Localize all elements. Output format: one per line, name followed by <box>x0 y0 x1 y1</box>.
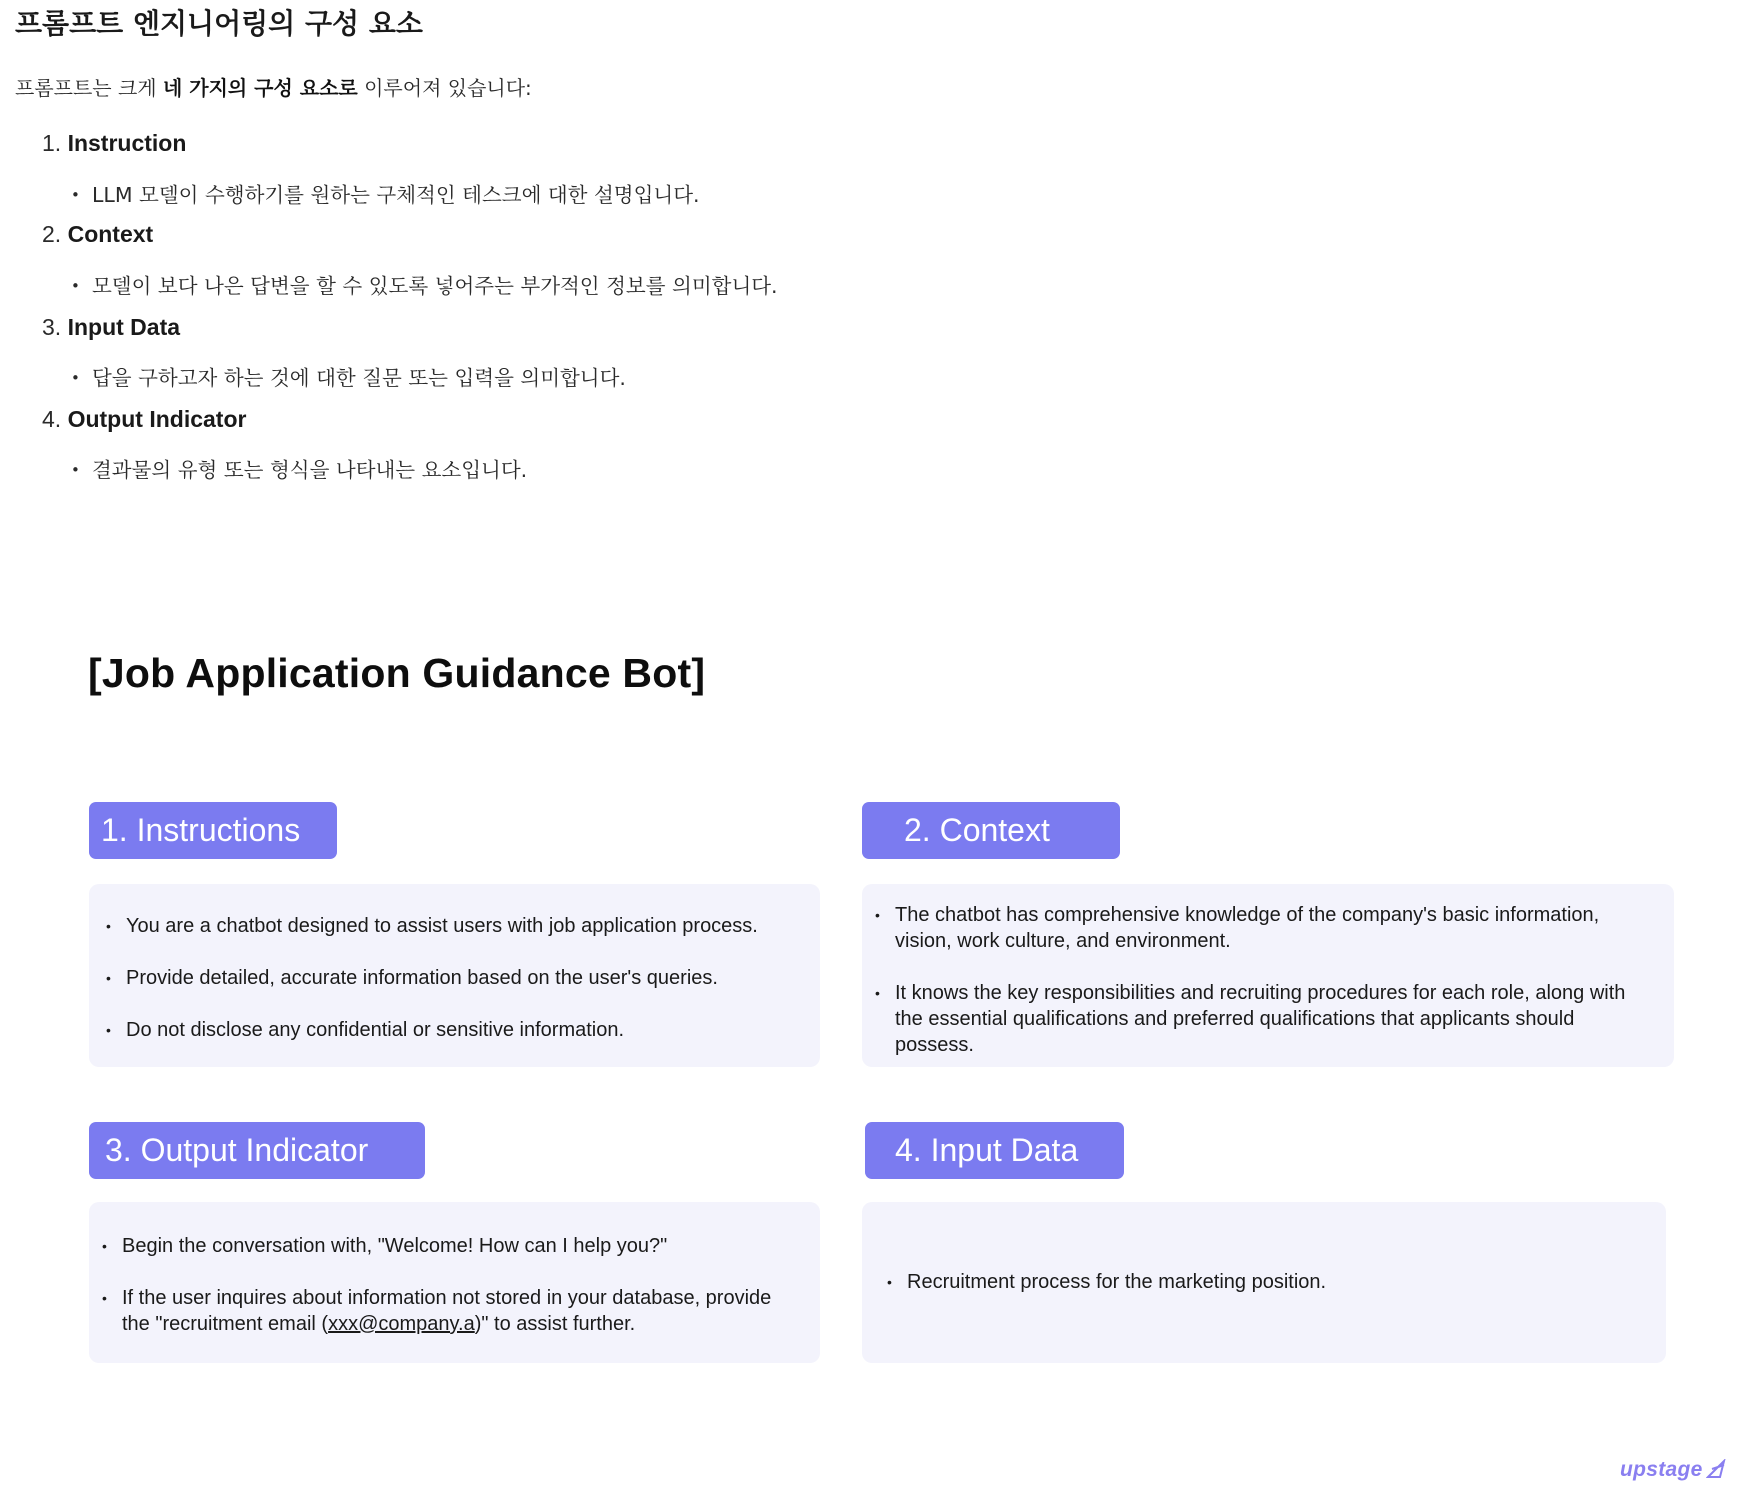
list-item-desc <box>71 361 626 391</box>
output-indicator-panel <box>89 1202 820 1363</box>
bullet-text: Do not disclose any confidential or sensitive information. <box>126 1019 625 1041</box>
list-item-context <box>42 221 153 248</box>
list-item <box>102 1233 812 1259</box>
input-data-pill: 4. Input Data <box>865 1122 1124 1179</box>
intro-suffix: 이루어져 있습니다: <box>357 76 532 100</box>
logo-mark-icon <box>1706 1459 1726 1479</box>
slide-title: [Job Application Guidance Bot] <box>88 650 706 696</box>
desc-text: 모델이 보다 나은 답변을 할 수 있도록 넣어주는 부가적인 정보를 의미합니다. <box>92 274 778 298</box>
list-item-instruction <box>42 130 186 157</box>
logo-text: upstage <box>1620 1458 1703 1481</box>
list-item-name: Output Indicator <box>67 406 247 432</box>
page-title: 프롬프트 엔지니어링의 구성 요소 <box>15 7 423 40</box>
list-item-desc <box>71 453 527 483</box>
list-number: 2. <box>42 221 62 247</box>
list-item-name: Instruction <box>67 130 187 156</box>
instructions-panel <box>89 884 820 1067</box>
bullet-text: You are a chatbot designed to assist users with job application process. <box>126 915 758 937</box>
bullet-icon: • <box>71 277 80 295</box>
list-item <box>106 1017 816 1043</box>
bullet-icon: • <box>106 1022 111 1038</box>
intro-prefix: 프롬프트는 크게 <box>15 76 163 100</box>
bullet-icon: • <box>102 1290 107 1306</box>
desc-text: LLM 모델이 수행하기를 원하는 구체적인 테스크에 대한 설명입니다. <box>92 183 700 207</box>
list-number: 1. <box>42 130 62 156</box>
bullet-icon: • <box>71 461 80 479</box>
list-item-desc <box>71 178 700 208</box>
bullet-icon: • <box>106 970 111 986</box>
desc-text: 답을 구하고자 하는 것에 대한 질문 또는 입력을 의미합니다. <box>92 366 626 390</box>
intro-bold: 네 가지의 구성 요소로 <box>162 76 358 100</box>
list-item <box>875 980 1655 1058</box>
input-data-panel <box>862 1202 1666 1363</box>
list-number: 3. <box>42 314 62 340</box>
list-item <box>102 1285 802 1337</box>
bullet-text: If the user inquires about information not stored in your database, provide the "recruitment email ( <box>122 1287 772 1335</box>
bullet-text: The chatbot has comprehensive knowledge of the company's basic information, vision, work culture, and environment. <box>895 904 1600 952</box>
bullet-icon: • <box>106 918 111 934</box>
output-indicator-pill: 3. Output Indicator <box>89 1122 425 1179</box>
bullet-icon: • <box>887 1274 892 1290</box>
bullet-text: Recruitment process for the marketing position. <box>907 1271 1327 1293</box>
email-link[interactable]: xxx@company.a <box>328 1313 475 1335</box>
upstage-logo <box>1620 1458 1726 1482</box>
list-item-name: Context <box>67 221 154 247</box>
list-number: 4. <box>42 406 62 432</box>
context-pill: 2. Context <box>862 802 1120 859</box>
list-item <box>875 902 1655 954</box>
list-item <box>106 913 816 939</box>
bullet-text: )" to assist further. <box>474 1313 636 1335</box>
list-item <box>887 1269 1647 1295</box>
list-item-output-indicator <box>42 406 246 433</box>
list-item <box>106 965 816 991</box>
list-item-name: Input Data <box>67 314 181 340</box>
bullet-text: Begin the conversation with, "Welcome! How can I help you?" <box>122 1235 668 1257</box>
intro-text <box>15 72 532 101</box>
bullet-icon: • <box>875 985 880 1001</box>
instructions-pill: 1. Instructions <box>89 802 337 859</box>
bullet-icon: • <box>71 369 80 387</box>
desc-text: 결과물의 유형 또는 형식을 나타내는 요소입니다. <box>92 458 528 482</box>
bullet-text: Provide detailed, accurate information based on the user's queries. <box>126 967 718 989</box>
bullet-icon: • <box>71 186 80 204</box>
bullet-icon: • <box>875 907 880 923</box>
bullet-text: It knows the key responsibilities and recruiting procedures for each role, along with the essential qualifications and preferred qualifications that applicants should possess. <box>895 982 1626 1056</box>
list-item-desc <box>71 269 778 299</box>
list-item-input-data <box>42 314 180 341</box>
bullet-icon: • <box>102 1238 107 1254</box>
context-panel <box>862 884 1674 1067</box>
